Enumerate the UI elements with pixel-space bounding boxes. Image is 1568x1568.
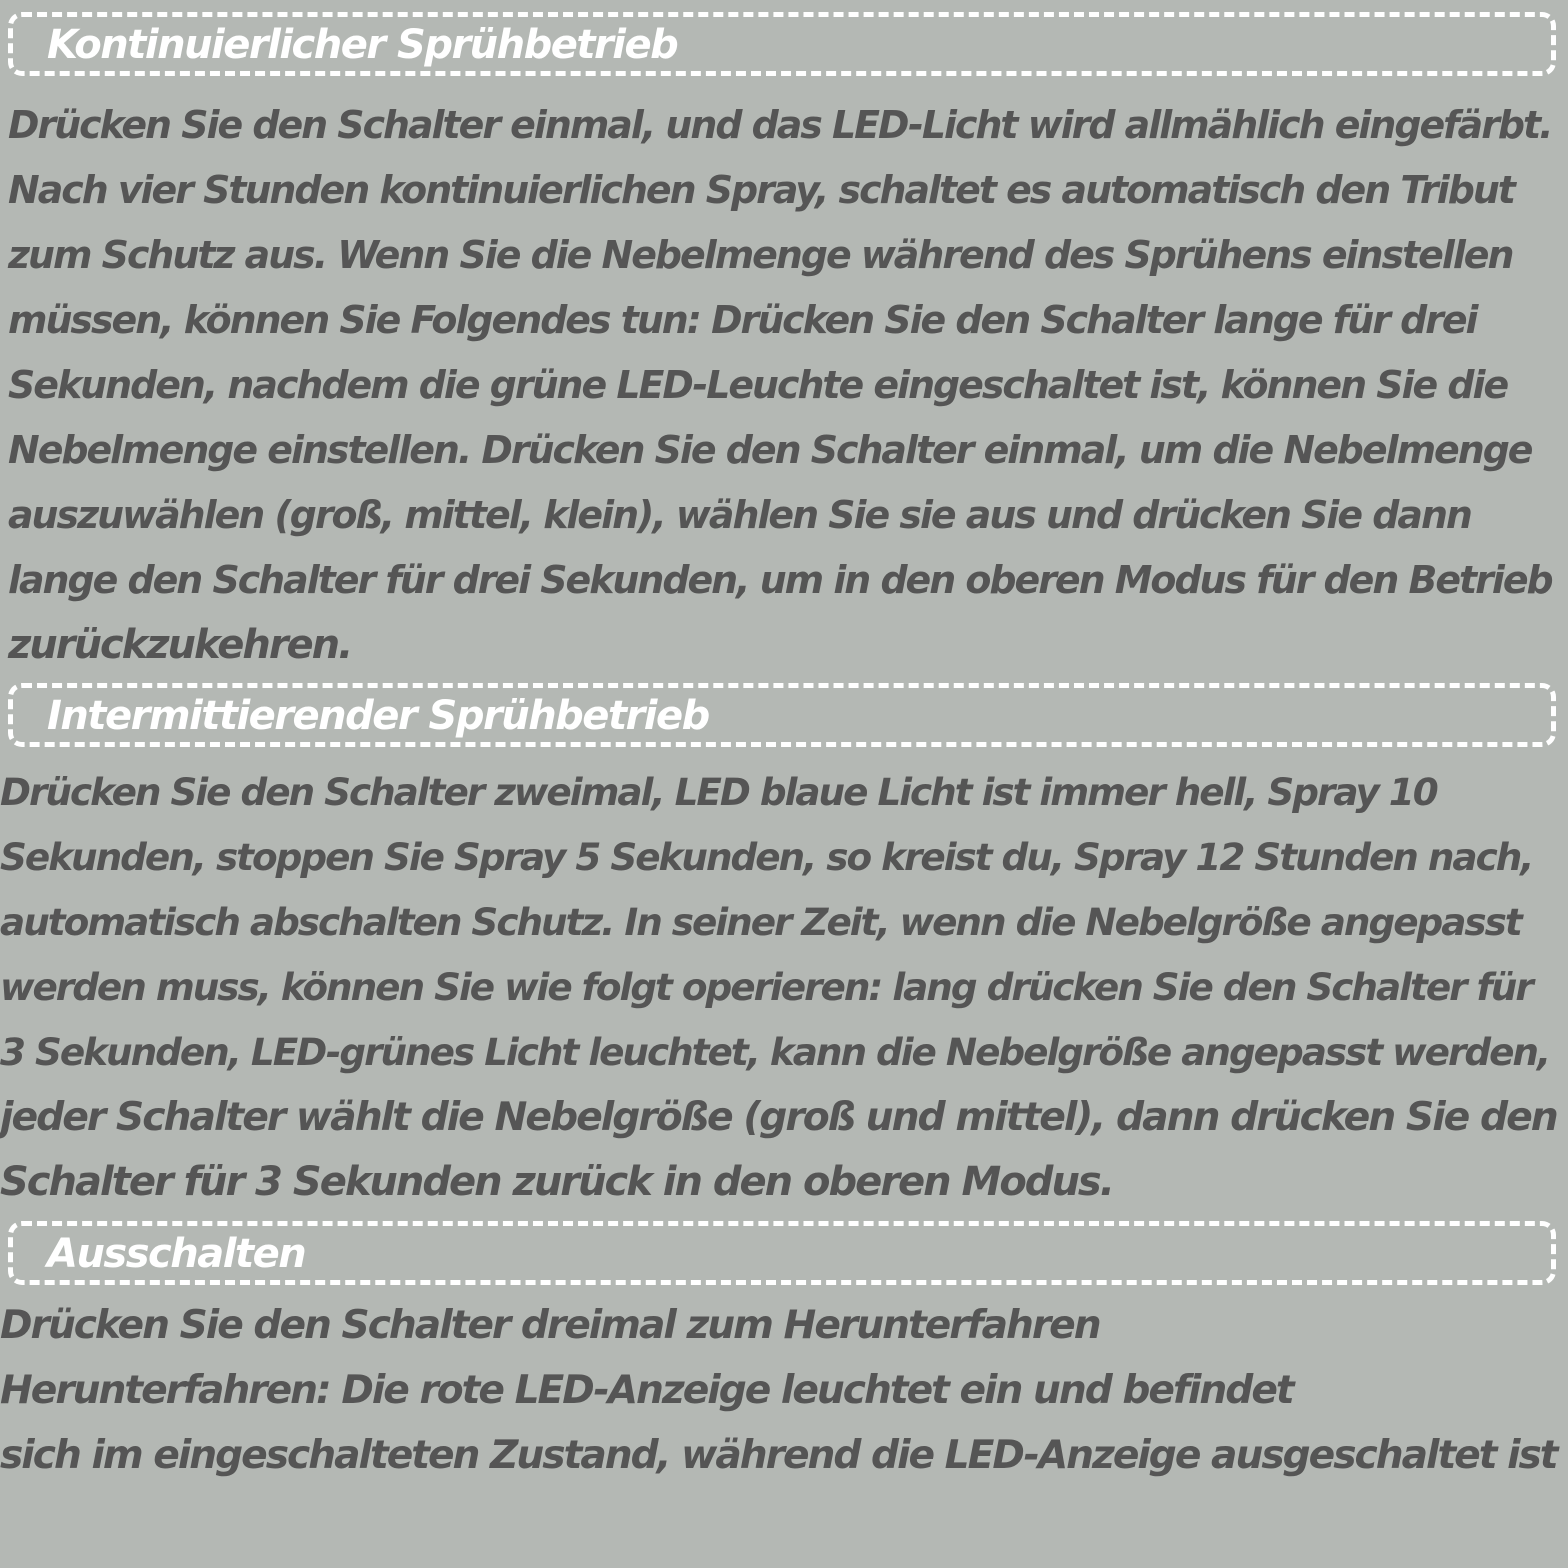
section-header-intermittent: [8, 683, 1556, 747]
section-body-continuous: [8, 93, 1552, 678]
section-title: Ausschalten: [47, 1231, 306, 1277]
paragraph-line: Drücken Sie den Schalter dreimal zum Herunterfahren: [0, 1303, 1100, 1348]
paragraph-line: Schalter für 3 Sekunden zurück in den oberen Modus.: [0, 1159, 1113, 1205]
paragraph-line: Sekunden, nachdem die grüne LED-Leuchte eingeschaltet ist, können Sie die: [8, 363, 1508, 407]
paragraph-line: Sekunden, stoppen Sie Spray 5 Sekunden, so kreist du, Spray 12 Stunden nach,: [0, 835, 1533, 879]
paragraph-line: sich im eingeschalteten Zustand, während die LED-Anzeige ausgeschaltet ist: [0, 1433, 1557, 1478]
section-header-shutdown: [8, 1221, 1556, 1285]
paragraph-line: Drücken Sie den Schalter einmal, und das LED-Licht wird allmählich eingefärbt.: [8, 103, 1552, 147]
paragraph-line: werden muss, können Sie wie folgt operieren: lang drücken Sie den Schalter für: [0, 965, 1532, 1009]
section-body-intermittent: [0, 760, 1557, 1215]
section-header-continuous: [8, 12, 1556, 76]
paragraph-line: auszuwählen (groß, mittel, klein), wählen Sie sie aus und drücken Sie dann: [8, 493, 1471, 537]
paragraph-line: müssen, können Sie Folgendes tun: Drücken Sie den Schalter lange für drei: [8, 298, 1477, 342]
paragraph-line: lange den Schalter für drei Sekunden, um in den oberen Modus für den Betrieb: [8, 558, 1552, 602]
paragraph-line: automatisch abschalten Schutz. In seiner Zeit, wenn die Nebelgröße angepasst: [0, 900, 1521, 944]
paragraph-line: zurückzukehren.: [8, 622, 352, 668]
paragraph-line: Nach vier Stunden kontinuierlichen Spray, schaltet es automatisch den Tribut: [8, 168, 1514, 212]
section-title: Intermittierender Sprühbetrieb: [47, 693, 709, 739]
paragraph-line: Drücken Sie den Schalter zweimal, LED blaue Licht ist immer hell, Spray 10: [0, 770, 1437, 814]
section-body-shutdown: [0, 1293, 1557, 1488]
section-title: Kontinuierlicher Sprühbetrieb: [47, 22, 678, 68]
paragraph-line: 3 Sekunden, LED-grünes Licht leuchtet, kann die Nebelgröße angepasst werden,: [0, 1030, 1550, 1074]
paragraph-line: Herunterfahren: Die rote LED-Anzeige leuchtet ein und befindet: [0, 1368, 1293, 1413]
paragraph-line: jeder Schalter wählt die Nebelgröße (groß und mittel), dann drücken Sie den: [0, 1095, 1557, 1140]
paragraph-line: Nebelmenge einstellen. Drücken Sie den Schalter einmal, um die Nebelmenge: [8, 428, 1532, 472]
paragraph-line: zum Schutz aus. Wenn Sie die Nebelmenge während des Sprühens einstellen: [8, 233, 1513, 277]
